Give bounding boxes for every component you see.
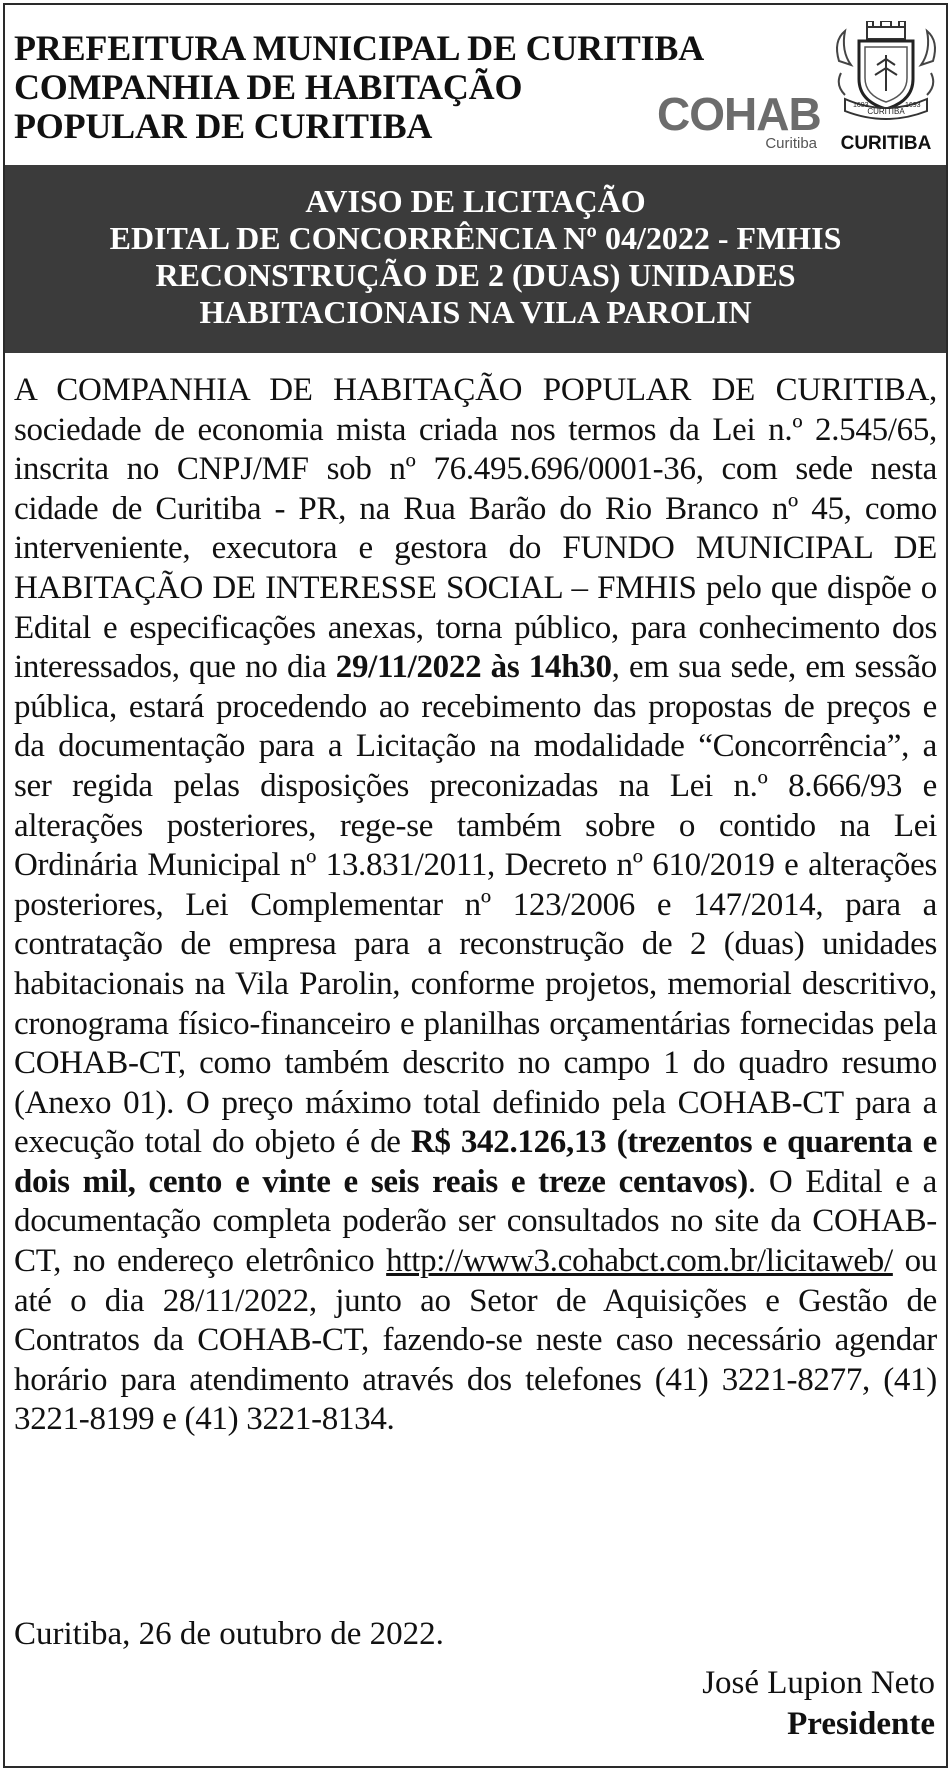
header-line: PREFEITURA MUNICIPAL DE CURITIBA	[14, 28, 705, 68]
body-text-segment: A COMPANHIA DE HABITAÇÃO POPULAR DE CURITIBA, sociedade de economia mista criada nos termos da Lei n.º 2.545/65, inscrita no CNPJ/MF sob nº 76.495.696/0001-36, com sede nesta cidade de Curitiba - PR, na Rua Barão do Rio Branco nº 45, como interveniente, executora e gestora do FUNDO MUNICIPAL DE HABITAÇÃO DE INTERESSE SOCIAL – FMHIS pelo que dispõe o Edital e especificações anexas, torna público, para conhecimento dos interessados, que no dia	[14, 372, 937, 686]
date-line: Curitiba, 26 de outubro de 2022.	[14, 1616, 444, 1652]
cohab-logo-subtitle: Curitiba	[765, 135, 817, 152]
licitaweb-link[interactable]: http://www3.cohabct.com.br/licitaweb/	[386, 1243, 893, 1280]
session-datetime: 29/11/2022 às 14h30	[335, 649, 612, 686]
max-price: R$ 342.126,13 (trezentos e quarenta e dois mil, cento e vinte e seis reais e treze centavos)	[14, 1124, 937, 1200]
crest-year-left: 1693	[853, 102, 869, 109]
cohab-logo-word: COHAB	[657, 88, 821, 140]
title-line: RECONSTRUÇÃO DE 2 (DUAS) UNIDADES	[155, 257, 796, 293]
cohab-logo	[657, 88, 821, 153]
body-text-segment: ou até o dia 28/11/2022, junto ao Setor de Aquisições e Gestão de Contratos da COHAB-CT, fazendo-se neste caso necessário agendar horário para atendimento através dos telefones (41) 3221-8277, (41) 3221-8199 e (41) 3221-8134.	[14, 1243, 937, 1438]
header-line: COMPANHIA DE HABITAÇÃO	[14, 67, 523, 107]
signer-role: Presidente	[787, 1706, 935, 1742]
notice-body	[14, 371, 937, 1440]
header-title	[14, 29, 704, 146]
notice-frame	[3, 3, 948, 1768]
title-line: EDITAL DE CONCORRÊNCIA Nº 04/2022 - FMHIS	[109, 220, 842, 256]
crest-label: CURITIBA	[840, 133, 932, 154]
body-text-segment: . O Edital e a documentação completa poderão ser consultados no site da COHAB-CT, no endereço eletrônico	[14, 1163, 937, 1280]
crest-ribbon-text: CURITIBA	[867, 107, 905, 116]
body-text-segment: , em sua sede, em sessão pública, estará procedendo ao recebimento das propostas de preços e da documentação para a Licitação na modalidade “Concorrência”, a ser regida pelas disposições preconizadas na Lei n.º 8.666/93 e alterações posteriores, rege-se também sobre o contido na Lei Ordinária Municipal nº 13.831/2011, Decreto nº 610/2019 e alterações posteriores, Lei Complementar nº 123/2006 e 147/2014, para a contratação de empresa para a reconstrução de 2 (duas) unidades habitacionais na Vila Parolin, conforme projetos, memorial descritivo, cronograma físico-financeiro e planilhas orçamentárias fornecidas pela COHAB-CT, como também descrito no campo 1 do quadro resumo (Anexo 01). O preço máximo total definido pela COHAB-CT para a execução total do objeto é de	[14, 649, 937, 1161]
signer-name: José Lupion Neto	[702, 1665, 935, 1701]
title-band	[5, 165, 946, 353]
header	[5, 5, 946, 163]
coat-of-arms-icon	[831, 21, 941, 121]
crest-year-right: 1693	[905, 102, 921, 109]
title-line: HABITACIONAIS NA VILA PAROLIN	[199, 294, 752, 330]
title-line: AVISO DE LICITAÇÃO	[305, 183, 646, 219]
header-line: POPULAR DE CURITIBA	[14, 106, 433, 146]
